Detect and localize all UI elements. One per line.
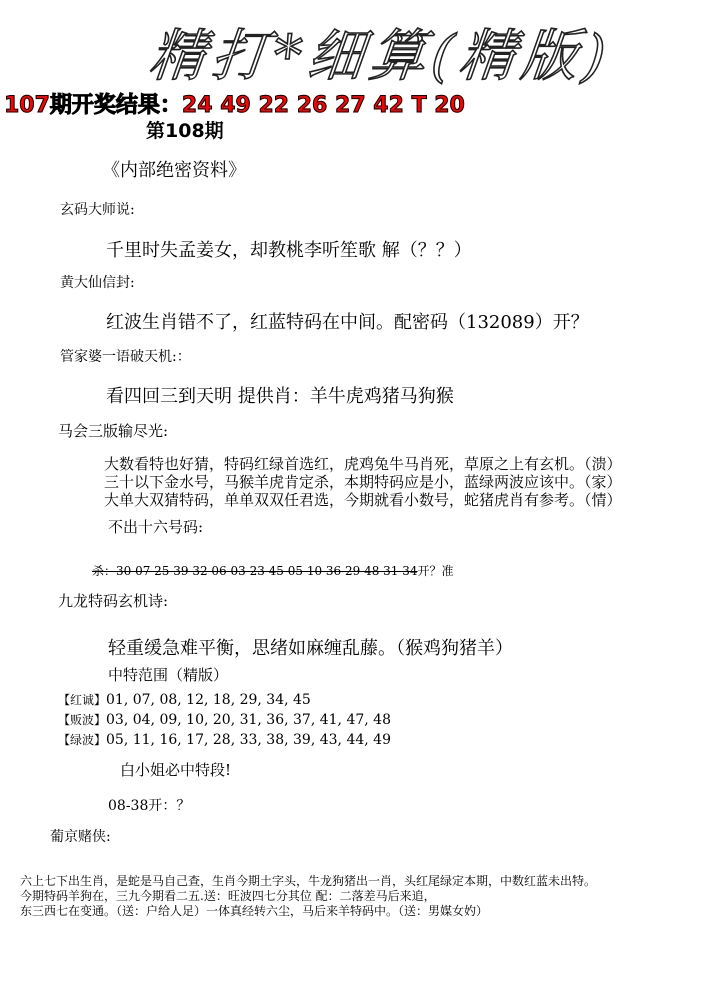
range-numbers: 03, 04, 09, 10, 20, 31, 36, 37, 41, 47, 48 [106,712,391,728]
no16-label: 不出十六号码: [108,518,204,536]
kill-numbers: 杀：30 07 25 39 32 06 03 23 45 05 10 36 29 48 31 34 [92,564,418,578]
range-tag: 【红诚】 [58,693,107,707]
range-row [58,711,391,728]
range-title: 中特范围（精版） [108,666,229,684]
master-label: 玄码大师说: [60,202,135,218]
butler-label: 管家婆一语破天机:： [60,349,191,365]
range-numbers: 05, 11, 16, 17, 28, 33, 38, 39, 43, 44, 49 [106,732,391,748]
range-tag: 【绿波】 [58,733,107,747]
footer-line-1: 六上七下出生肖，是蛇是马自己查，生肖今期土字头，牛龙狗猪出一肖，头红尾绿定本期，中数红蓝未出特。 [20,874,597,888]
range-row [58,731,391,748]
previous-result: 107期开奖结果：24 49 22 26 27 42 T 20 [4,93,465,118]
huang-text: 红波生肖错不了，红蓝特码在中间。配密码（132089）开？ [106,312,589,333]
jiulong-text: 轻重缓急难平衡，思绪如麻缠乱藤。（猴鸡狗猪羊） [108,638,513,659]
butler-text: 看四回三到天明 提供肖：羊牛虎鸡猪马狗猴 [106,386,454,407]
footer-line-3: 东三西七在变通。（送：户给人足）一体真经转六尘，马后来羊特码中。（送：男媒女妁） [20,904,489,918]
bai-text: 白小姐必中特段! [120,761,232,779]
range-open: 08-38开：？ [108,798,191,814]
footer-line-2: 今期特码羊狗在，三九今期看二五.送：旺波四七分其位 配：二落差马后来追， [20,889,436,903]
range-tag: 【贩波】 [58,713,107,727]
mahui-line-3: 大单大双猜特码，单单双双任君选，今期就看小数号，蛇猪虎肖有参考。（情） [104,491,622,509]
issue-number: 第108期 [146,120,224,142]
kill-list [92,562,454,579]
range-numbers: 01, 07, 08, 12, 18, 29, 34, 45 [106,692,311,708]
macau-label: 葡京赌侠: [50,829,111,845]
mahui-line-1: 大数看特也好猜，特码红绿首选红，虎鸡兔牛马肖死，草原之上有玄机。（溃） [104,455,622,473]
internal-title: 《内部绝密资料》 [102,160,246,181]
range-row [58,691,311,708]
mahui-line-2: 三十以下金水号，马猴羊虎肯定杀，本期特码应是小，蓝绿两波应该中。（家） [104,473,622,491]
banner-title: 精打*细算(精版) [146,24,615,89]
jiulong-label: 九龙特码玄机诗: [58,592,169,610]
mahui-label: 马会三版输尽光: [58,422,169,440]
huang-label: 黄大仙信封: [60,275,135,291]
master-text: 千里时失孟姜女，却教桃李听笙歌 解（？？） [106,240,472,261]
kill-tail: 开？准 [417,564,454,578]
